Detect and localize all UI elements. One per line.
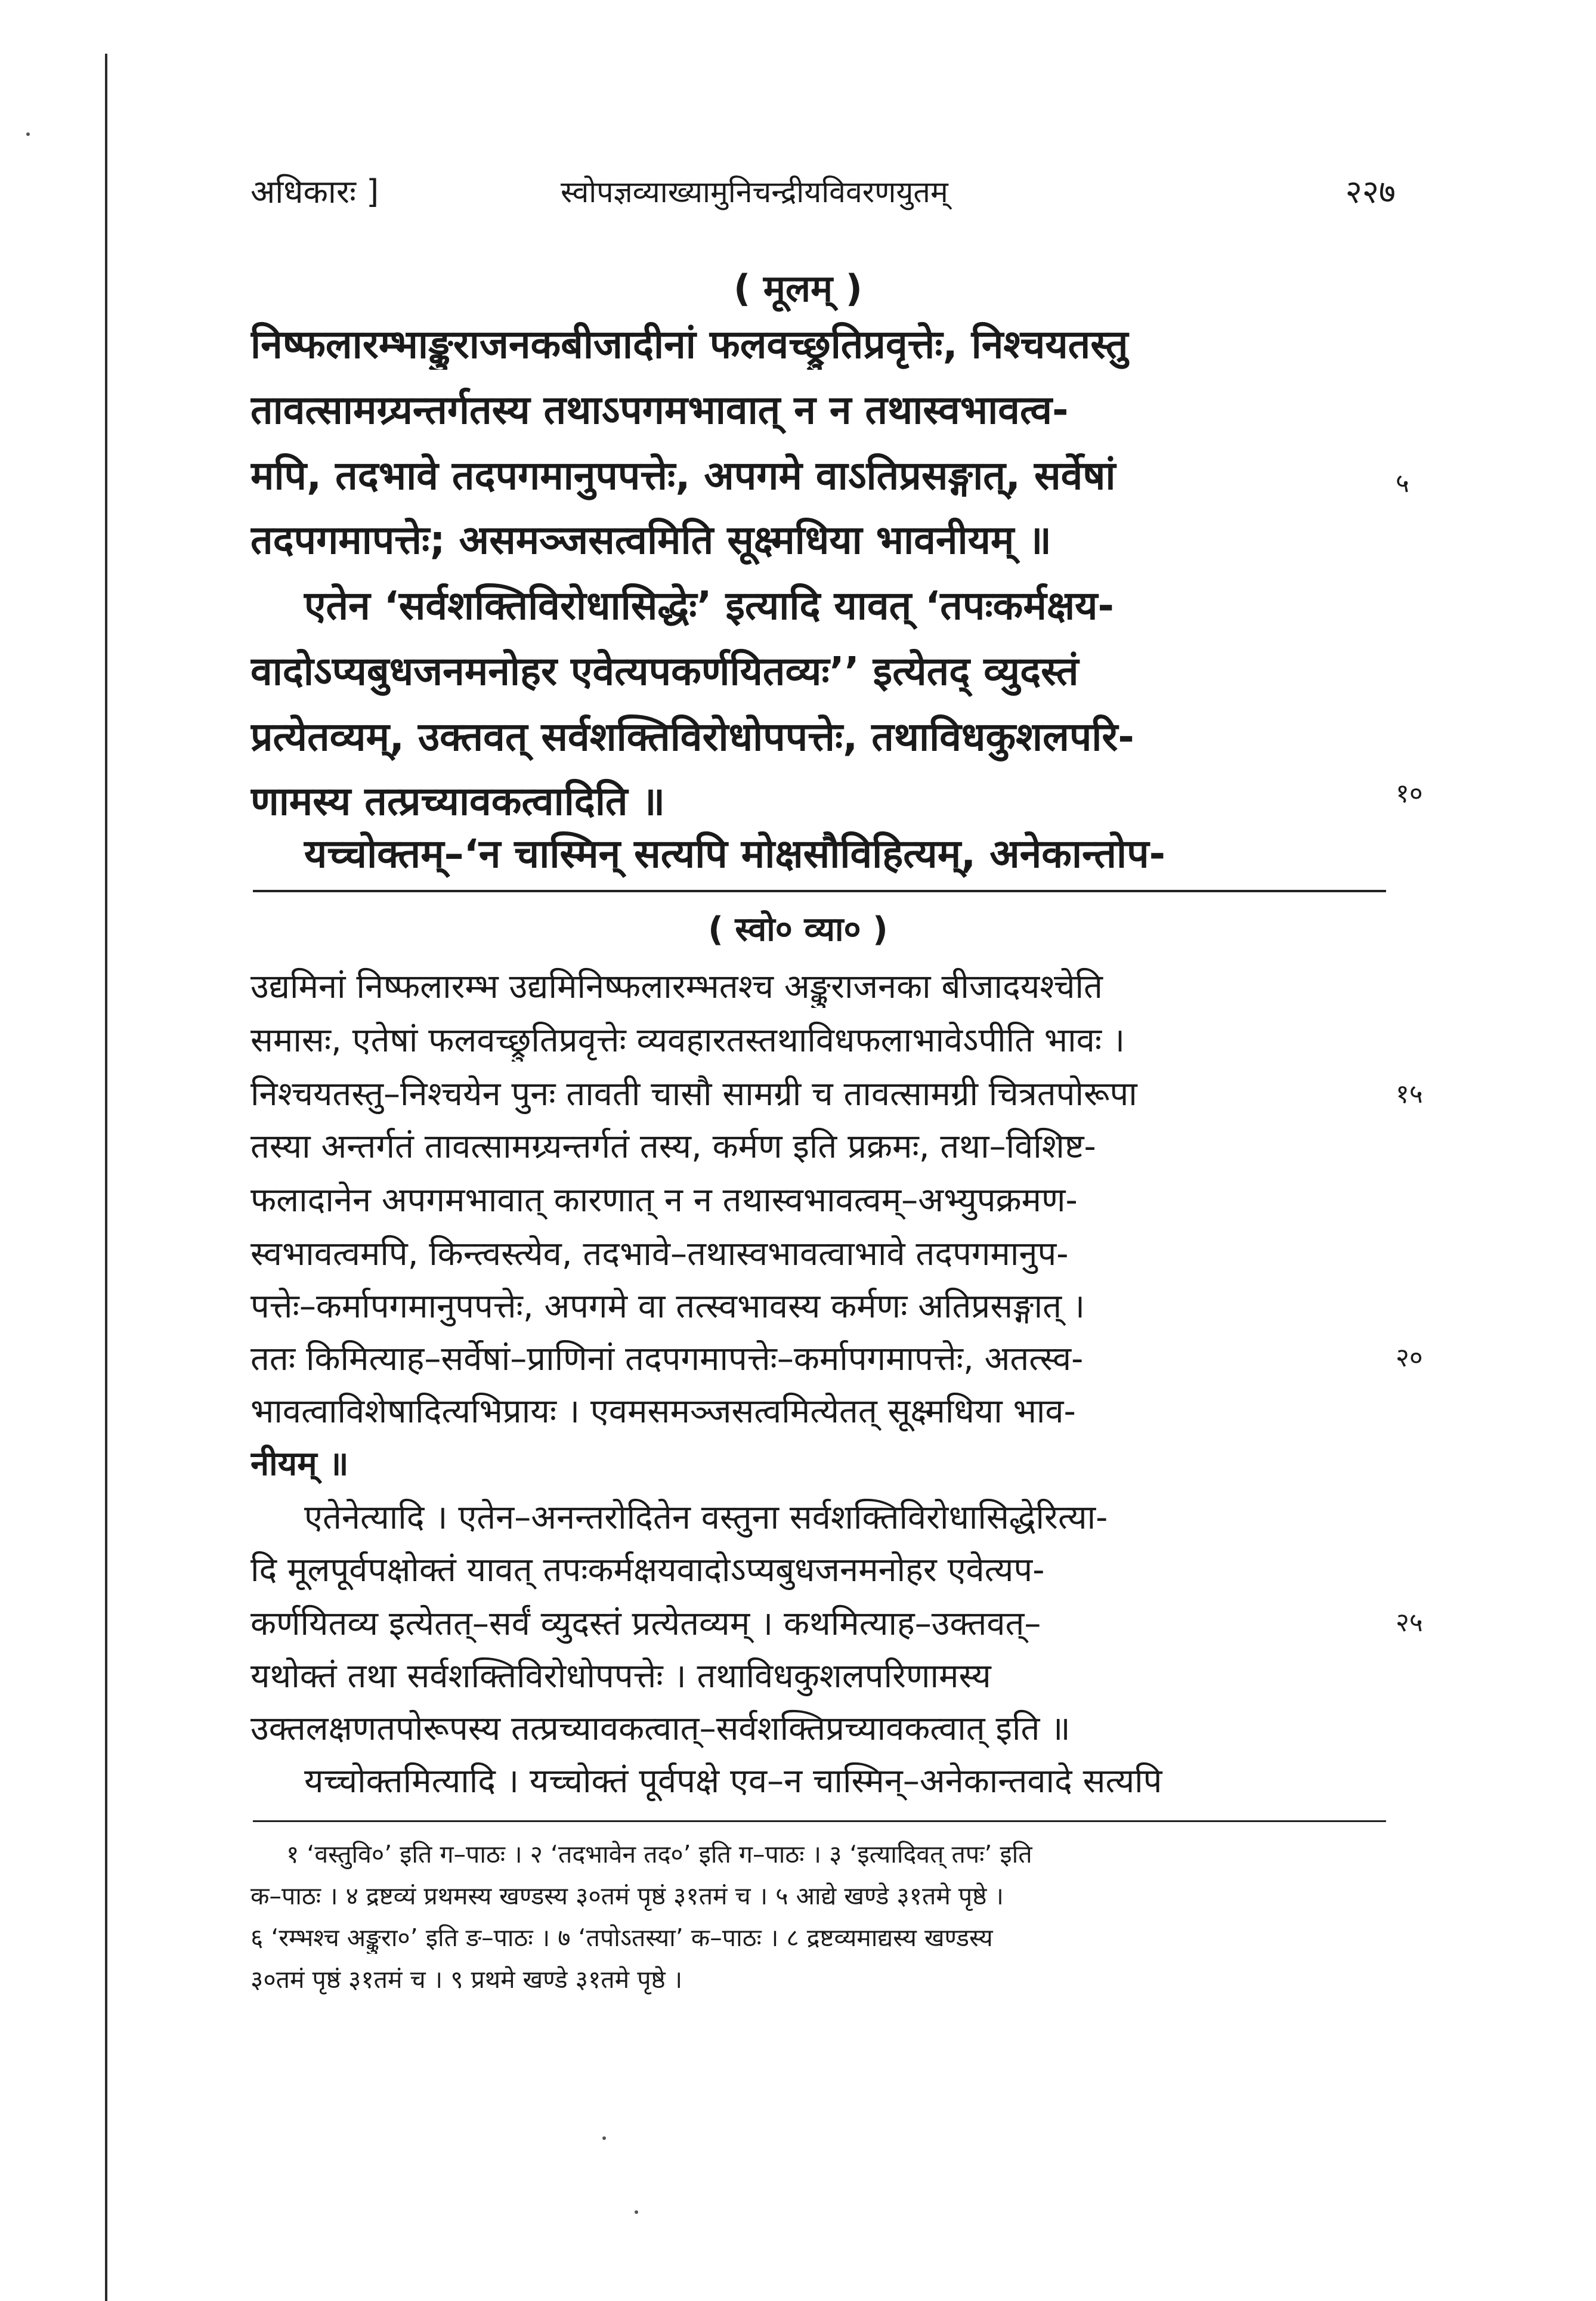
footnote-line: ३०तमं पृष्ठं ३१तमं च । ९ प्रथमे खण्डे ३१तमे पृष्ठे । [250, 1965, 683, 1994]
commentary-line: ततः किमित्याह–सर्वेषां–प्राणिनां तदपगमापत्तेः–कर्मापगमापत्तेः, अतत्स्व- [250, 1340, 1084, 1378]
running-header [250, 168, 1396, 216]
line-number-5: ५ [1396, 468, 1409, 499]
header-title: स्वोपज्ञव्याख्यामुनिचन्द्रीयविवरणयुतम् [561, 175, 948, 209]
scan-speck [26, 132, 30, 136]
commentary-line: यथोक्तं तथा सर्वशक्तिविरोधोपपत्तेः । तथाविधकुशलपरिणामस्य [250, 1657, 991, 1696]
footnote-line: क–पाठः । ४ द्रष्टव्यं प्रथमस्य खण्डस्य ३०तमं पृष्ठं ३१तमं च । ५ आद्ये खण्डे ३१तमे पृष्ठे । [250, 1882, 1004, 1910]
footnote-divider [253, 1820, 1386, 1822]
mulam-heading: ( मूलम् ) [733, 267, 863, 310]
section-divider [253, 890, 1386, 892]
commentary-line: निश्चयतस्तु–निश्चयेन पुनः तावती चासौ सामग्री च तावत्सामग्री चित्रतपोरूपा [250, 1075, 1137, 1114]
commentary-line: दि मूलपूर्वपक्षोक्तं यावत् तपःकर्मक्षयवादोऽप्यबुधजनमनोहर एवेत्यप- [250, 1551, 1045, 1589]
mula-line: प्रत्येतव्यम्, उक्तवत् सर्वशक्तिविरोधोपपत्तेः, तथाविधकुशलपरि- [250, 714, 1134, 760]
footnote-line: ६ ‘रम्भश्च अङ्कुरा०’ इति ङ–पाठः । ७ ‘तपोऽतस्या’ क–पाठः । ८ द्रष्टव्यमाद्यस्य खण्डस्य [250, 1923, 993, 1952]
line-number-25: २५ [1396, 1607, 1423, 1638]
mula-line: तावत्सामग्र्यन्तर्गतस्य तथाऽपगमभावात् न न तथास्वभावत्व- [250, 387, 1069, 433]
commentary-line: फलादानेन अपगमभावात् कारणात् न न तथास्वभावत्वम्–अभ्युपक्रमण- [250, 1181, 1078, 1220]
line-number-20: २० [1396, 1343, 1423, 1373]
header-section-label: अधिकारः ] [250, 173, 379, 211]
line-number-15: १५ [1396, 1079, 1423, 1109]
mula-line: तदपगमापत्तेः; असमञ्जसत्वमिति सूक्ष्मधिया भावनीयम् ॥ [250, 517, 1051, 563]
line-number-10: १० [1396, 778, 1423, 809]
commentary-line: तस्या अन्तर्गतं तावत्सामग्र्यन्तर्गतं तस्य, कर्मण इति प्रक्रमः, तथा–विशिष्ट- [250, 1127, 1096, 1166]
mula-line: वादोऽप्यबुधजनमनोहर एवेत्यपकर्णयितव्यः’’ इत्येतद् व्युदस्तं [250, 648, 1079, 694]
scan-speck [602, 2136, 606, 2140]
scan-speck [635, 2210, 638, 2214]
footnote-line: १ ‘वस्तुवि०’ इति ग–पाठः । २ ‘तदभावेन तद०’ इति ग–पाठः । ३ ‘इत्यादिवत् तपः’ इति [286, 1840, 1032, 1869]
commentary-line: उद्यमिनां निष्फलारम्भ उद्यमिनिष्फलारम्भतश्च अङ्कुराजनका बीजादयश्चेति [250, 967, 1103, 1006]
commentary-heading: ( स्वो० व्या० ) [708, 910, 888, 949]
commentary-line: नीयम् ॥ [250, 1445, 349, 1483]
commentary-line: भावत्वाविशेषादित्यभिप्रायः । एवमसमञ्जसत्वमित्येतत् सूक्ष्मधिया भाव- [250, 1392, 1076, 1431]
commentary-line: समासः, एतेषां फलवच्छ्रुतिप्रवृत्तेः व्यवहारतस्तथाविधफलाभावेऽपीति भावः । [250, 1021, 1125, 1060]
commentary-line: स्वभावत्वमपि, किन्त्वस्त्येव, तदभावे–तथास्वभावत्वाभावे तदपगमानुप- [250, 1235, 1069, 1273]
mula-line: मपि, तदभावे तदपगमानुपपत्तेः, अपगमे वाऽतिप्रसङ्गात्, सर्वेषां [250, 453, 1116, 499]
commentary-line: पत्तेः–कर्मापगमानुपपत्तेः, अपगमे वा तत्स्वभावस्य कर्मणः अतिप्रसङ्गात् । [250, 1287, 1085, 1326]
commentary-line: एतेनेत्यादि । एतेन–अनन्तरोदितेन वस्तुना सर्वशक्तिविरोधासिद्धेरित्या- [304, 1498, 1108, 1537]
commentary-line: कर्णयितव्य इत्येतत्–सर्वं व्युदस्तं प्रत्येतव्यम् । कथमित्याह–उक्तवत्– [250, 1604, 1041, 1643]
mula-line: णामस्य तत्प्रच्यावकत्वादिति ॥ [250, 778, 666, 824]
scan-binding-edge [105, 54, 107, 2301]
mula-line: यच्चोक्तम्–‘न चास्मिन् सत्यपि मोक्षसौविहित्यम्, अनेकान्तोप- [304, 831, 1165, 877]
page-number: २२७ [1345, 173, 1396, 211]
commentary-line: उक्तलक्षणतपोरूपस्य तत्प्रच्यावकत्वात्–सर्वशक्तिप्रच्यावकत्वात् इति ॥ [250, 1709, 1071, 1748]
mula-line: एतेन ‘सर्वशक्तिविरोधासिद्धेः’ इत्यादि यावत् ‘तपःकर्मक्षय- [304, 583, 1114, 629]
mula-line: निष्फलारम्भाङ्कुराजनकबीजादीनां फलवच्छ्रुतिप्रवृत्तेः, निश्चयतस्तु [250, 321, 1128, 367]
commentary-line: यच्चोक्तमित्यादि । यच्चोक्तं पूर्वपक्षे एव–न चास्मिन्–अनेकान्तवादे सत्यपि [304, 1762, 1162, 1801]
